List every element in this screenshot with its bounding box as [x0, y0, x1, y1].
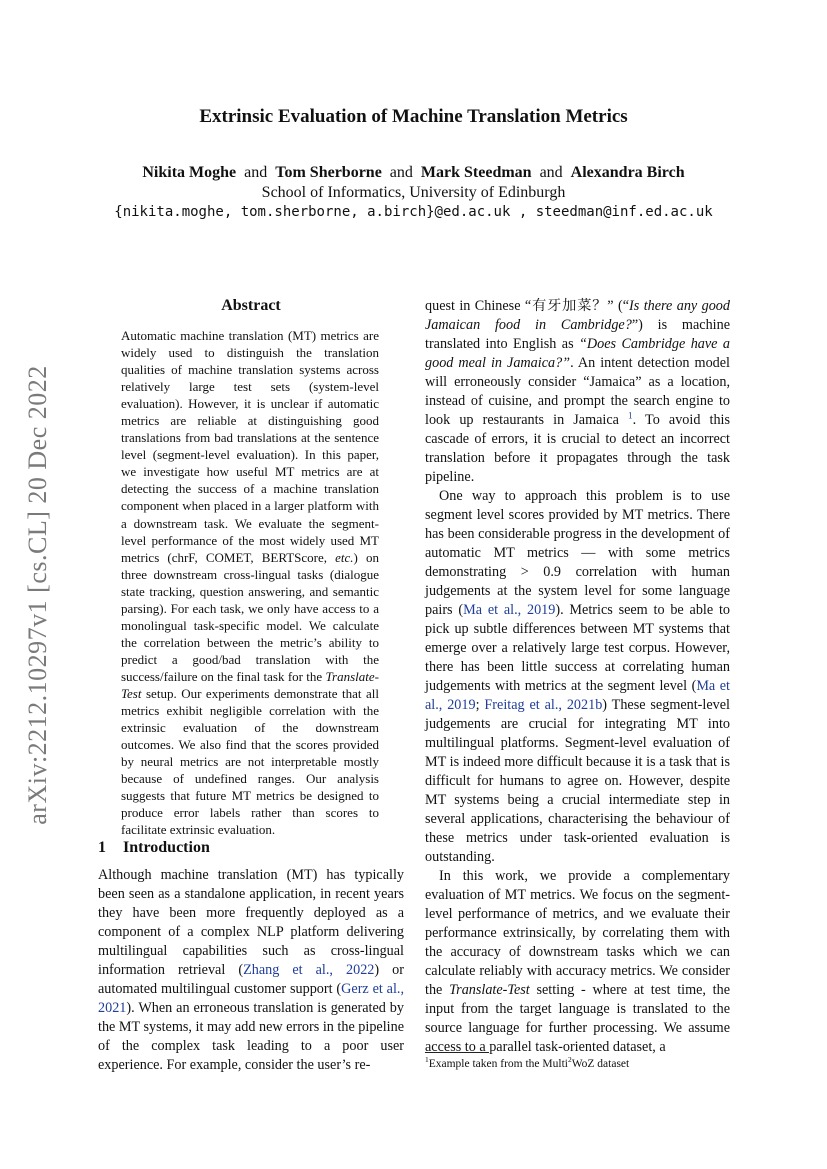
abstract-heading: Abstract [221, 297, 281, 314]
footnote-marker[interactable]: 1 [628, 410, 633, 421]
body-paragraph [425, 867, 730, 1057]
body-text: Although machine translation (MT) has typically been seen as a standalone application, in recent years they have been more frequently deployed as a component of a complex NLP platform delivering multilingual capabilities such as cross-lingual information retrieval ( [98, 867, 404, 978]
abstract-text: Automatic machine translation (MT) metrics are widely used to distinguish the translation qualities of machine translation systems across relatively large test sets (system-level evaluation). However, it is unclear if automatic metrics are reliable at distinguishing good translations from bad translations at the sentence level (segment-level evaluation). In this paper, we investigate how useful MT metrics are at detecting the success of a machine translation component when placed in a larger platform with a downstream task. We evaluate the segment-level performance of the most widely used MT metrics (chrF, COMET, BERTScore, [121, 328, 379, 565]
body-text: ). When an erroneous translation is generated by the MT systems, it may add new errors in the pipeline of the complex task leading to a poor user experience. For example, consider the user’s re- [98, 1000, 404, 1073]
body-text: ) These segment-level judgements are crucial for integrating MT into multilingual platforms. Segment-level evaluation of MT is indeed more difficult because it is a task that is difficult for humans to agree on. However, despite MT systems being a crucial intermediate step in several applications, characterising the behaviour of these metrics under task-oriented evaluation is outstanding. [425, 697, 730, 865]
section-heading-introduction [98, 839, 404, 857]
abstract-text: setup. Our experiments demonstrate that all metrics exhibit negligible correlation with the extrinsic evaluation of the downstream outcomes. We also find that the scores provided by neural metrics are not interpretable mostly because of undefined ranges. Our analysis suggests that future MT metrics be designed to produce error labels rather than scores to facilitate extrinsic evaluation. [121, 685, 380, 838]
author-emails: {nikita.moghe, tom.sherborne, a.birch}@ed.ac.uk , steedman@inf.ed.ac.uk [114, 204, 713, 220]
citation-link[interactable]: Gerz et al., 2021 [98, 981, 404, 1016]
body-text: Translate-Test [449, 982, 530, 998]
body-paragraph [425, 487, 730, 867]
abstract-text: ) on three downstream cross-lingual tasks (dialogue state tracking, question answering, and semantic parsing). For each task, we only have access to a monolingual task-specific model. We calculate the correlation between the metric’s ability to predict a good/bad translation with the success/failure on the final task for the [121, 549, 379, 684]
body-paragraph [425, 297, 730, 487]
author-separator: and [389, 164, 413, 181]
author-list [0, 164, 827, 182]
author-name: Alexandra Birch [570, 164, 685, 181]
footnote [425, 1055, 730, 1070]
author-name: Nikita Moghe [142, 164, 237, 181]
body-text: “Does Cambridge have a good meal in Jamaica?” [425, 336, 730, 371]
footnote-rule [425, 1052, 489, 1053]
author-separator: and [244, 164, 268, 181]
author-name: Mark Steedman [420, 164, 532, 181]
right-column [425, 297, 730, 1057]
abstract-text: etc. [335, 549, 354, 565]
body-text: ). Metrics seem to be able to pick up subtle differences between MT systems that emerge over a relatively large test corpus. However, there has been little success at correlating human judgements with metrics at the segment level ( [425, 602, 730, 694]
body-text: ) or automated multilingual customer support ( [98, 962, 404, 997]
body-text: setting - where at test time, the input from the target language is translated to the source language for further processing. We assume access to a parallel task-oriented dataset, a [425, 982, 731, 1055]
section-number: 1 [98, 839, 106, 856]
author-name: Tom Sherborne [275, 164, 382, 181]
body-text: . An intent detection model will erroneously consider “Jamaica” as a location, instead of cuisine, and prompt the search engine to look up restaurants in Jamaica [425, 355, 730, 428]
footnote-number: 1 [425, 1055, 429, 1065]
citation-link[interactable]: Zhang et al., 2022 [243, 962, 375, 978]
footnote-text: WoZ dataset [571, 1058, 630, 1070]
body-text: ; [475, 697, 485, 713]
abstract-text: Translate-Test [121, 668, 380, 701]
body-text: One way to approach this problem is to use segment level scores provided by MT metrics. There has been considerable progress in the development of automatic MT metrics — with some metrics demonstrating > 0.9 correlation with human judgements at the system level for some language pairs ( [425, 488, 730, 618]
body-text: . To avoid this cascade of errors, it is crucial to detect an incorrect translation before it propagates through the task pipeline. [425, 412, 731, 485]
abstract-body [121, 327, 379, 838]
intro-paragraph [98, 866, 404, 1075]
body-text: quest in Chinese “有牙加菜？” (“ [425, 298, 630, 314]
arxiv-id: arXiv:2212.10297v1 [cs.CL] 20 Dec 2022 [23, 365, 52, 825]
body-text: Is there any good Jamaican food in Cambridge? [425, 298, 730, 333]
arxiv-stamp [18, 330, 58, 860]
body-text: In this work, we provide a complementary evaluation of MT metrics. We focus on the segment-level performance of metrics, and we evaluate their performance extrinsically, by correlating them with the accuracy of downstream tasks which we can calculate reliably with accuracy metrics. We consider the [425, 868, 730, 998]
author-separator: and [539, 164, 563, 181]
section-title: Introduction [123, 839, 210, 856]
affiliation: School of Informatics, University of Edinburgh [261, 184, 566, 201]
footnote-text: Example taken from the Multi [428, 1058, 568, 1070]
footnote-superscript: 2 [567, 1055, 572, 1065]
body-text: ”) is machine translated into English as [425, 317, 730, 352]
citation-link[interactable]: Ma et al., 2019 [463, 602, 556, 618]
citation-link[interactable]: Freitag et al., 2021b [484, 697, 603, 713]
paper-title: Extrinsic Evaluation of Machine Translation Metrics [199, 106, 628, 127]
citation-link[interactable]: Ma et al., 2019 [425, 678, 731, 713]
